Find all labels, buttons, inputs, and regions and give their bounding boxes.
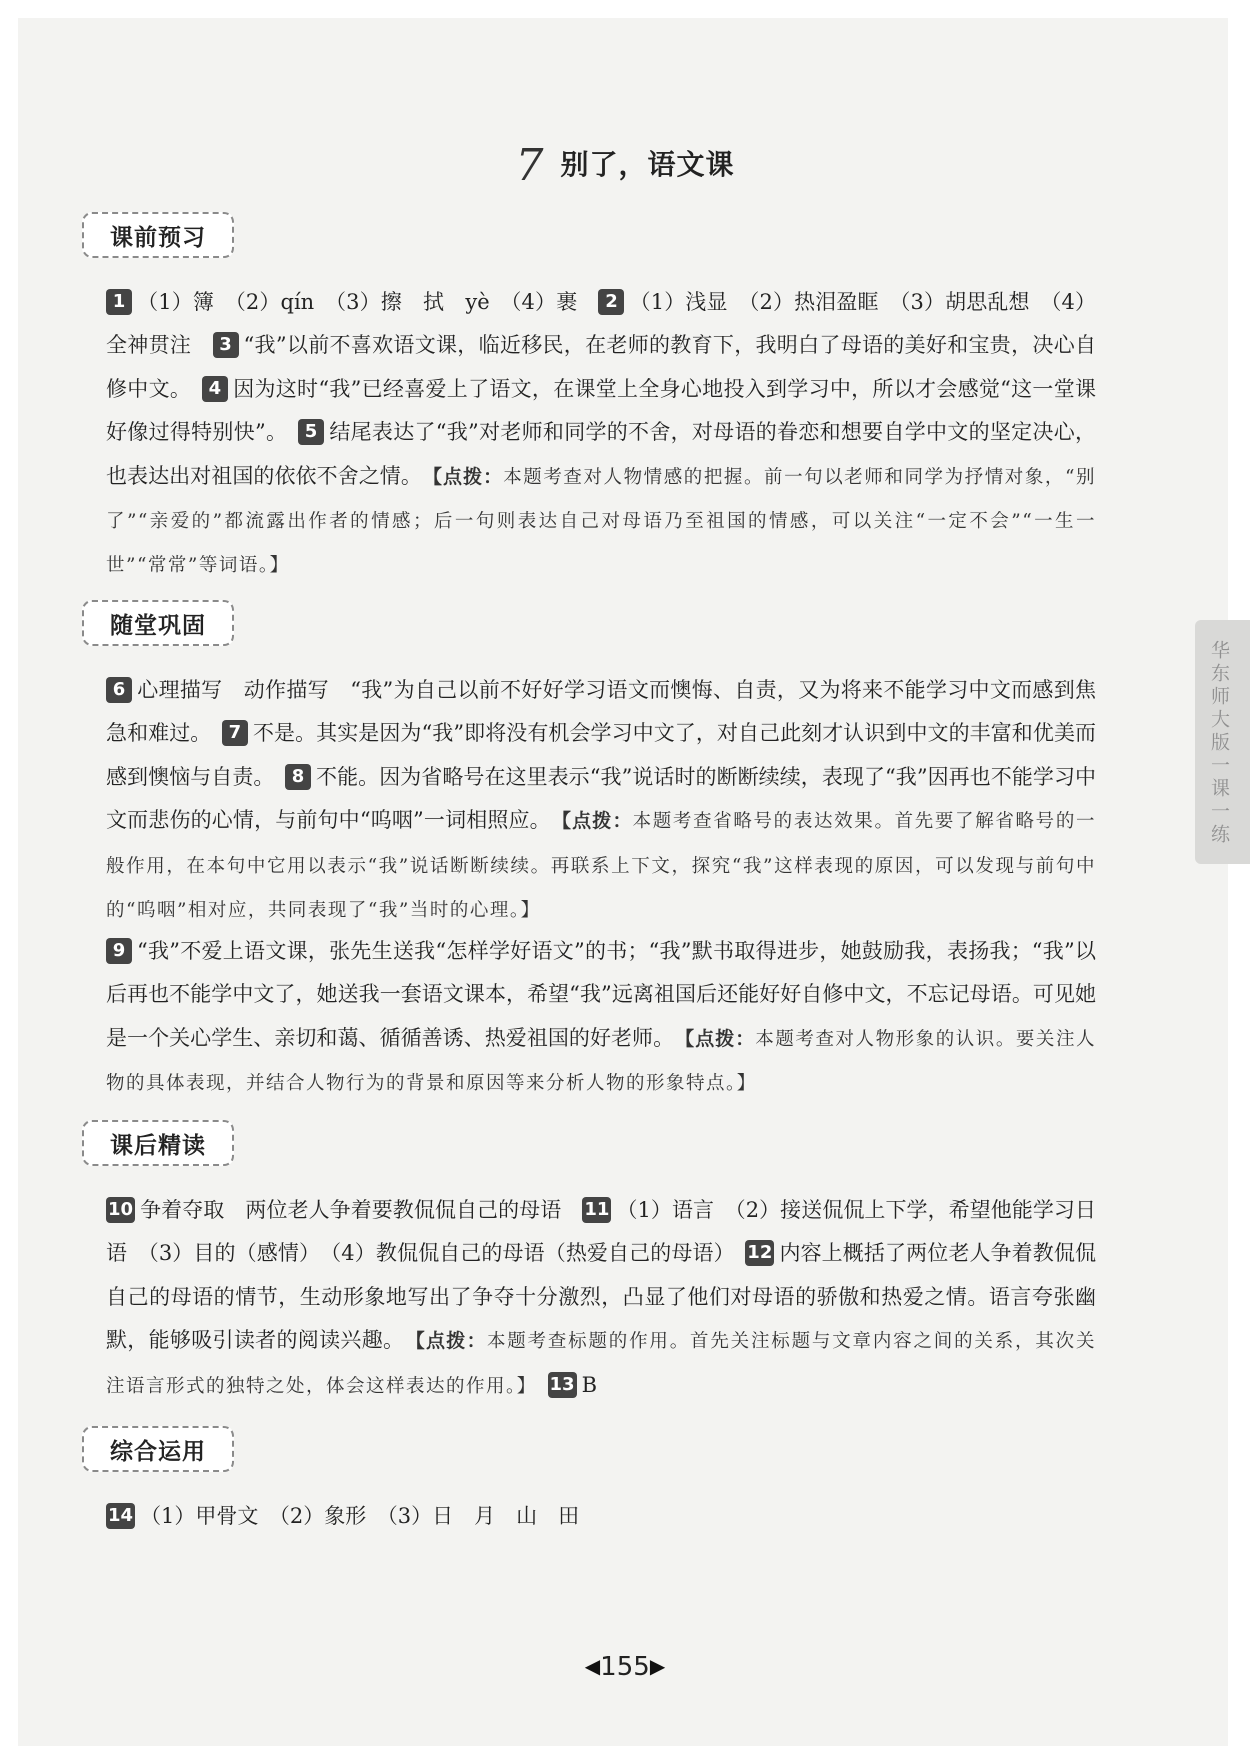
answer-text: B: [581, 1372, 598, 1397]
lesson-number: 7: [515, 140, 545, 191]
answer-text: 争着夺取 两位老人争着要教侃侃自己的母语: [140, 1198, 583, 1222]
tip-label: 【点拨：: [684, 1027, 756, 1050]
question-number-badge: 14: [106, 1503, 135, 1529]
tip-text: 本题考查对人物情感的把握。前一句以老师和同学为抒情对象，“别了”“亲爱的”都流露出作者的情感；后一句则表达自己对母语乃至祖国的情感，可以关注“一定不会”“一生一世”“常常”等词语。】: [106, 466, 1096, 577]
section-consolidation-answers: [106, 669, 1096, 932]
answer-text: 内容上概括了两位老人争着教侃侃自己的母语的情节，生动形象地写出了争夺十分激烈，凸显了他们对母语的骄傲和热爱之情。语言夸张幽默，能够吸引读者的阅读兴趣。: [106, 1241, 1096, 1353]
question-number-badge: 10: [106, 1197, 135, 1223]
page-number-text: 155: [600, 1652, 650, 1682]
answer-text: 结尾表达了“我”对老师和同学的不舍，对母语的眷恋和想要自学中文的坚定决心，也表达出对祖国的依依不舍之情。: [106, 420, 1096, 488]
answer-text: 不是。其实是因为“我”即将没有机会学习中文了，对自己此刻才认识到中文的丰富和优美而感到懊恼与自责。: [106, 721, 1097, 789]
question-number-badge: 1: [106, 289, 132, 315]
answer-text: “我”以前不喜欢语文课，临近移民，在老师的教育下，我明白了母语的美好和宝贵，决心自修中文。: [106, 333, 1097, 401]
answer-text: （1）浅显 （2）热泪盈眶 （3）胡思乱想 （4）全神贯注: [106, 290, 1096, 358]
question-number-badge: 9: [106, 938, 132, 964]
question-number-badge: 12: [745, 1240, 774, 1266]
right-triangle-icon: ▶: [649, 1654, 666, 1678]
question-number-badge: 2: [598, 289, 624, 315]
lesson-title-text: 别了，语文课: [560, 148, 735, 181]
question-number-badge: 13: [548, 1372, 577, 1398]
question-number-badge: 11: [582, 1197, 611, 1223]
question-number-badge: 7: [222, 720, 248, 746]
tip-text: 本题考查标题的作用。首先关注标题与文章内容之间的关系，其次关注语言形式的独特之处，体会这样表达的作用。】: [106, 1331, 1096, 1397]
lesson-title: [0, 140, 1250, 191]
side-tab-label: 华东师大版一课一练: [1208, 639, 1230, 847]
section-heading-preview: 课前预习: [82, 212, 234, 258]
section-close-reading-answers: [106, 1189, 1096, 1408]
page-number: [0, 1652, 1250, 1682]
question-number-badge: 3: [213, 332, 239, 358]
question-number-badge: 4: [202, 376, 228, 402]
answer-text: 因为这时“我”已经喜爱上了语文，在课堂上全身心地投入到学习中，所以才会感觉“这一堂课好像过得特别快”。: [106, 376, 1096, 445]
section-heading-close-reading: 课后精读: [82, 1120, 234, 1166]
answer-text: （1）甲骨文 （2）象形 （3）日 月 山 田: [140, 1504, 580, 1528]
section-heading-application: 综合运用: [82, 1426, 234, 1472]
answer-text: （1）语言 （2）接送侃侃上下学，希望他能学习日语 （3）目的（感情） （4）教侃侃自己的母语（热爱自己的母语）: [106, 1198, 1096, 1266]
answer-text: 不能。因为省略号在这里表示“我”说话时的断断续续，表现了“我”因再也不能学习中文而悲伤的心情，与前句中“呜咽”一词相照应。: [106, 764, 1096, 833]
tip-label: 【点拨：: [561, 810, 633, 833]
left-triangle-icon: ◀: [584, 1654, 601, 1678]
tip-label: 【点拨：: [432, 465, 504, 488]
section-heading-consolidation: 随堂巩固: [82, 600, 234, 646]
tip-label: 【点拨：: [415, 1330, 487, 1353]
section-application-answers: [106, 1495, 1096, 1538]
section-preview-answers: [106, 281, 1096, 588]
answer-text: （1）簿 （2）qín （3）擦 拭 yè （4）裹: [137, 290, 599, 314]
answer-text: 心理描写 动作描写 “我”为自己以前不好好学习语文而懊悔、自责，又为将来不能学习中文而感到焦急和难过。: [106, 678, 1096, 746]
tip-text: 本题考查对人物形象的认识。要关注人物的具体表现，并结合人物行为的背景和原因等来分析人物的形象特点。】: [106, 1028, 1096, 1095]
question-number-badge: 6: [106, 677, 132, 703]
question-number-badge: 8: [285, 764, 311, 790]
answer-text: “我”不爱上语文课，张先生送我“怎样学好语文”的书；“我”默书取得进步，她鼓励我，表扬我；“我”以后再也不能学中文了，她送我一套语文课本，希望“我”远离祖国后还能好好自修中文，不忘记母语。可见她是一个关心学生、亲切和蔼、循循善诱、热爱祖国的好老师。: [106, 939, 1096, 1050]
tip-text: 本题考查省略号的表达效果。首先要了解省略号的一般作用，在本句中它用以表示“我”说话断断续续。再联系上下文，探究“我”这样表现的原因，可以发现与前句中的“呜咽”相对应，共同表现了“我”当时的心理。】: [106, 811, 1096, 922]
question-number-badge: 5: [298, 419, 324, 445]
answer-9-block: [106, 930, 1096, 1106]
